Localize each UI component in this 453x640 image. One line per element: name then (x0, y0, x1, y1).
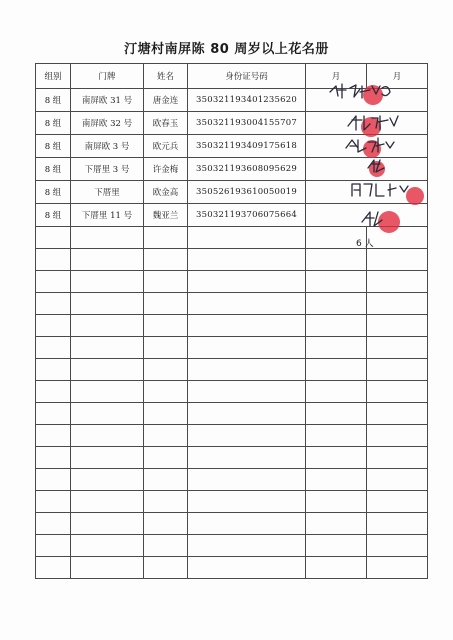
empty-cell (188, 491, 306, 513)
empty-cell (144, 557, 188, 579)
empty-cell (144, 337, 188, 359)
empty-cell (367, 491, 428, 513)
roster-table (35, 63, 428, 579)
empty-cell (367, 557, 428, 579)
empty-cell (306, 359, 367, 381)
cell-id: 350321193401235620 (188, 89, 306, 112)
table-row (36, 181, 428, 204)
empty-cell (188, 403, 306, 425)
empty-row (36, 469, 428, 491)
empty-cell (36, 469, 71, 491)
empty-cell (71, 425, 144, 447)
cell-group: 8 组 (36, 204, 71, 227)
empty-cell (188, 227, 306, 249)
empty-cell (144, 535, 188, 557)
cell-signature (306, 112, 428, 135)
empty-cell (306, 535, 367, 557)
empty-cell (71, 447, 144, 469)
empty-cell (367, 381, 428, 403)
empty-cell (36, 513, 71, 535)
roster-body (36, 89, 428, 579)
header-month-1: 月 (306, 64, 367, 89)
empty-cell (71, 557, 144, 579)
empty-cell (367, 447, 428, 469)
cell-signature (306, 135, 428, 158)
empty-cell (144, 249, 188, 271)
empty-cell (36, 403, 71, 425)
empty-cell (367, 249, 428, 271)
cell-group: 8 组 (36, 181, 71, 204)
empty-cell (188, 469, 306, 491)
empty-cell (144, 447, 188, 469)
empty-row (36, 249, 428, 271)
empty-row (36, 491, 428, 513)
cell-group: 8 组 (36, 89, 71, 112)
empty-cell (367, 293, 428, 315)
cell-signature (306, 181, 428, 204)
empty-row (36, 557, 428, 579)
empty-cell (306, 315, 367, 337)
empty-cell (188, 381, 306, 403)
empty-cell (367, 359, 428, 381)
empty-row (36, 535, 428, 557)
empty-cell (71, 535, 144, 557)
cell-name: 欧春玉 (144, 112, 188, 135)
cell-group: 8 组 (36, 112, 71, 135)
empty-cell (306, 249, 367, 271)
empty-row (36, 513, 428, 535)
empty-cell (36, 249, 71, 271)
empty-cell (144, 315, 188, 337)
empty-cell (188, 425, 306, 447)
cell-id: 350321193409175618 (188, 135, 306, 158)
cell-signature (306, 89, 428, 112)
cell-house: 南屏欧 31 号 (71, 89, 144, 112)
header-id: 身份证号码 (188, 64, 306, 89)
empty-cell (71, 491, 144, 513)
empty-row (36, 271, 428, 293)
empty-cell (144, 381, 188, 403)
empty-cell (188, 557, 306, 579)
empty-cell (36, 381, 71, 403)
cell-group: 8 组 (36, 135, 71, 158)
empty-cell (71, 359, 144, 381)
empty-cell (36, 535, 71, 557)
empty-cell (36, 491, 71, 513)
empty-cell (36, 425, 71, 447)
empty-cell (36, 227, 71, 249)
empty-cell (188, 535, 306, 557)
cell-id: 350321193706075664 (188, 204, 306, 227)
table-row (36, 158, 428, 181)
empty-cell (367, 337, 428, 359)
empty-cell (306, 557, 367, 579)
cell-signature (306, 204, 428, 227)
empty-cell (367, 469, 428, 491)
cell-id: 350321193004155707 (188, 112, 306, 135)
empty-cell (367, 425, 428, 447)
table-row (36, 89, 428, 112)
table-header-row (36, 64, 428, 89)
header-month-2: 月 (367, 64, 428, 89)
empty-row (36, 425, 428, 447)
empty-cell (306, 403, 367, 425)
empty-cell (71, 513, 144, 535)
empty-row (36, 315, 428, 337)
header-group: 组别 (36, 64, 71, 89)
header-house: 门牌 (71, 64, 144, 89)
cell-signature (306, 158, 428, 181)
empty-cell (144, 513, 188, 535)
empty-cell (367, 271, 428, 293)
empty-cell (306, 337, 367, 359)
empty-cell (71, 381, 144, 403)
empty-cell (144, 293, 188, 315)
empty-cell (367, 227, 428, 249)
empty-cell (188, 447, 306, 469)
empty-cell (188, 359, 306, 381)
empty-row (36, 359, 428, 381)
cell-house: 下厝里 11 号 (71, 204, 144, 227)
empty-cell (188, 249, 306, 271)
empty-cell (306, 491, 367, 513)
cell-name: 唐金连 (144, 89, 188, 112)
empty-cell (144, 359, 188, 381)
empty-cell (71, 337, 144, 359)
cell-group: 8 组 (36, 158, 71, 181)
empty-cell (306, 469, 367, 491)
cell-house: 下厝里 (71, 181, 144, 204)
empty-cell (36, 315, 71, 337)
cell-id: 350321193608095629 (188, 158, 306, 181)
table-row (36, 204, 428, 227)
empty-row (36, 403, 428, 425)
empty-cell (36, 359, 71, 381)
empty-cell (36, 557, 71, 579)
empty-cell (71, 469, 144, 491)
empty-cell (188, 271, 306, 293)
empty-cell (144, 491, 188, 513)
empty-cell (188, 337, 306, 359)
empty-cell (306, 425, 367, 447)
empty-cell (144, 271, 188, 293)
cell-name: 欧金高 (144, 181, 188, 204)
empty-cell (367, 403, 428, 425)
empty-cell (144, 403, 188, 425)
empty-cell (188, 315, 306, 337)
empty-cell (144, 469, 188, 491)
cell-name: 欧元兵 (144, 135, 188, 158)
empty-row (36, 337, 428, 359)
empty-cell (188, 513, 306, 535)
empty-cell (36, 271, 71, 293)
table-row (36, 135, 428, 158)
empty-cell (367, 513, 428, 535)
empty-cell (71, 271, 144, 293)
empty-cell (188, 293, 306, 315)
cell-id: 350526193610050019 (188, 181, 306, 204)
table-row (36, 112, 428, 135)
empty-cell (36, 447, 71, 469)
empty-cell (36, 293, 71, 315)
document-title: 汀塘村南屏陈 80 周岁以上花名册 (124, 42, 329, 57)
empty-cell (71, 403, 144, 425)
empty-cell (71, 293, 144, 315)
empty-row (36, 381, 428, 403)
empty-cell (71, 315, 144, 337)
cell-house: 南屏欧 3 号 (71, 135, 144, 158)
cell-name: 许金梅 (144, 158, 188, 181)
cell-house: 南屏欧 32 号 (71, 112, 144, 135)
empty-cell (306, 293, 367, 315)
empty-cell (144, 425, 188, 447)
empty-cell (367, 315, 428, 337)
header-name: 姓名 (144, 64, 188, 89)
empty-cell (144, 227, 188, 249)
empty-cell (367, 535, 428, 557)
cell-house: 下厝里 3 号 (71, 158, 144, 181)
empty-cell (306, 447, 367, 469)
empty-cell (306, 271, 367, 293)
empty-row (36, 447, 428, 469)
cell-name: 魏亚兰 (144, 204, 188, 227)
empty-cell (306, 381, 367, 403)
total-count: 6 人 (356, 239, 374, 249)
empty-cell (71, 227, 144, 249)
empty-row (36, 293, 428, 315)
empty-cell (36, 337, 71, 359)
empty-cell (306, 513, 367, 535)
empty-cell (71, 249, 144, 271)
